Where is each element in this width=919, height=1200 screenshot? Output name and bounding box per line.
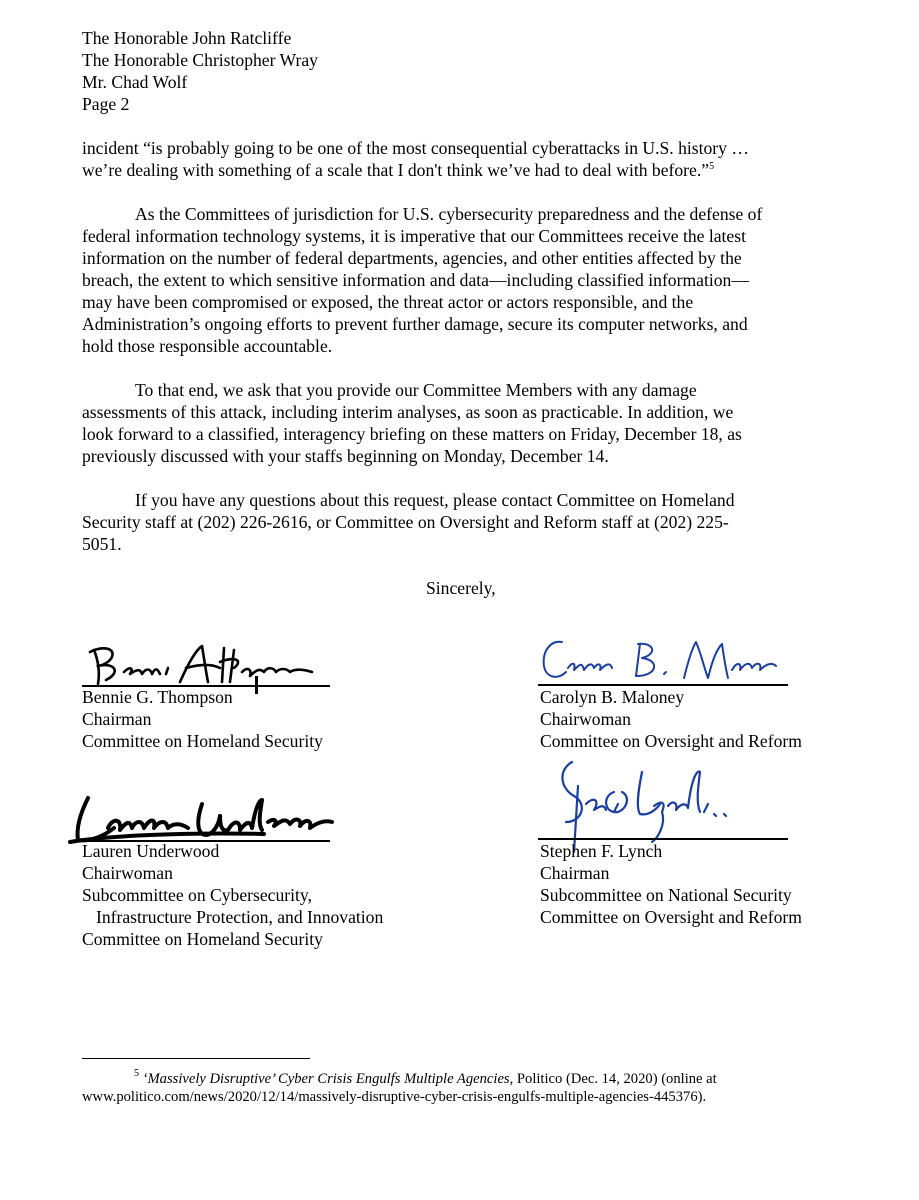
recipient-line: The Honorable John Ratcliffe — [82, 28, 292, 48]
signatory-name: Bennie G. Thompson — [82, 687, 233, 707]
body-text-line: may have been compromised or exposed, the threat actor or actors responsible, and the — [82, 292, 694, 312]
signature-line — [538, 684, 788, 686]
recipient-line: The Honorable Christopher Wray — [82, 50, 318, 70]
signatory-title: Chairman — [82, 709, 152, 729]
body-text-line: look forward to a classified, interagency briefing on these matters on Friday, December 18, as — [82, 424, 742, 444]
signatory-committee: Committee on Homeland Security — [82, 929, 323, 949]
body-text-line: assessments of this attack, including interim analyses, as soon as practicable. In addition, we — [82, 402, 734, 422]
signature-line — [538, 838, 788, 840]
body-text-line: As the Committees of jurisdiction for U.S. cybersecurity preparedness and the defense of — [135, 204, 763, 224]
signatory-committee: Subcommittee on Cybersecurity, — [82, 885, 312, 905]
signatory-committee: Committee on Homeland Security — [82, 731, 323, 751]
signatory-name: Lauren Underwood — [82, 841, 220, 861]
signatory-committee: Infrastructure Protection, and Innovation — [96, 907, 384, 927]
signature-mark — [255, 676, 258, 694]
body-text-line: information on the number of federal departments, agencies, and other entities affected by the — [82, 248, 742, 268]
footnote-text: $^5$ ‘Massively Disruptive’ Cyber Crisis Engulfs Multiple Agencies, Politico (Dec. 14, 2020) (online at — [134, 1068, 717, 1087]
body-text-line: Administration’s ongoing efforts to prevent further damage, secure its computer networks, and — [82, 314, 748, 334]
body-text-line: To that end, we ask that you provide our Committee Members with any damage — [135, 380, 697, 400]
signatory-title: Chairman — [540, 863, 610, 883]
signatory-committee: Committee on Oversight and Reform — [540, 907, 802, 927]
signatory-title: Chairwoman — [540, 709, 631, 729]
page-number: Page 2 — [82, 94, 130, 114]
body-text-line: hold those responsible accountable. — [82, 336, 333, 356]
body-text-line: Security staff at (202) 226-2616, or Committee on Oversight and Reform staff at (202) 225- — [82, 512, 729, 532]
footnote-article-title: ‘Massively Disruptive’ Cyber Crisis Engulfs Multiple Agencies — [142, 1071, 510, 1087]
body-text-line: previously discussed with your staffs beginning on Monday, December 14. — [82, 446, 609, 466]
signatory-committee: Subcommittee on National Security — [540, 885, 792, 905]
body-text-line: incident “is probably going to be one of the most consequential cyberattacks in U.S. history … — [82, 138, 749, 158]
body-text-line: 5051. — [82, 534, 122, 554]
signatory-name: Stephen F. Lynch — [540, 841, 663, 861]
body-text-line: If you have any questions about this request, please contact Committee on Homeland — [135, 490, 735, 510]
footnote-reference: 5 — [709, 161, 715, 172]
body-text-line: federal information technology systems, it is imperative that our Committees receive the latest — [82, 226, 746, 246]
body-text-line: we’re dealing with something of a scale that I don't think we’ve had to deal with before.”$^5$ — [82, 160, 715, 180]
signatory-name: Carolyn B. Maloney — [540, 687, 685, 707]
closing-salutation: Sincerely, — [426, 578, 496, 598]
signatory-committee: Committee on Oversight and Reform — [540, 731, 802, 751]
recipient-line: Mr. Chad Wolf — [82, 72, 188, 92]
footnote-separator — [82, 1058, 310, 1059]
signature-thompson — [84, 638, 324, 690]
footnote-number: 5 — [134, 1068, 139, 1079]
signatory-title: Chairwoman — [82, 863, 173, 883]
signature-maloney — [536, 632, 786, 688]
body-text-line: breach, the extent to which sensitive information and data—including classified information— — [82, 270, 749, 290]
footnote-url: www.politico.com/news/2020/12/14/massively-disruptive-cyber-crisis-engulfs-multiple-agencies-445376). — [82, 1089, 707, 1105]
